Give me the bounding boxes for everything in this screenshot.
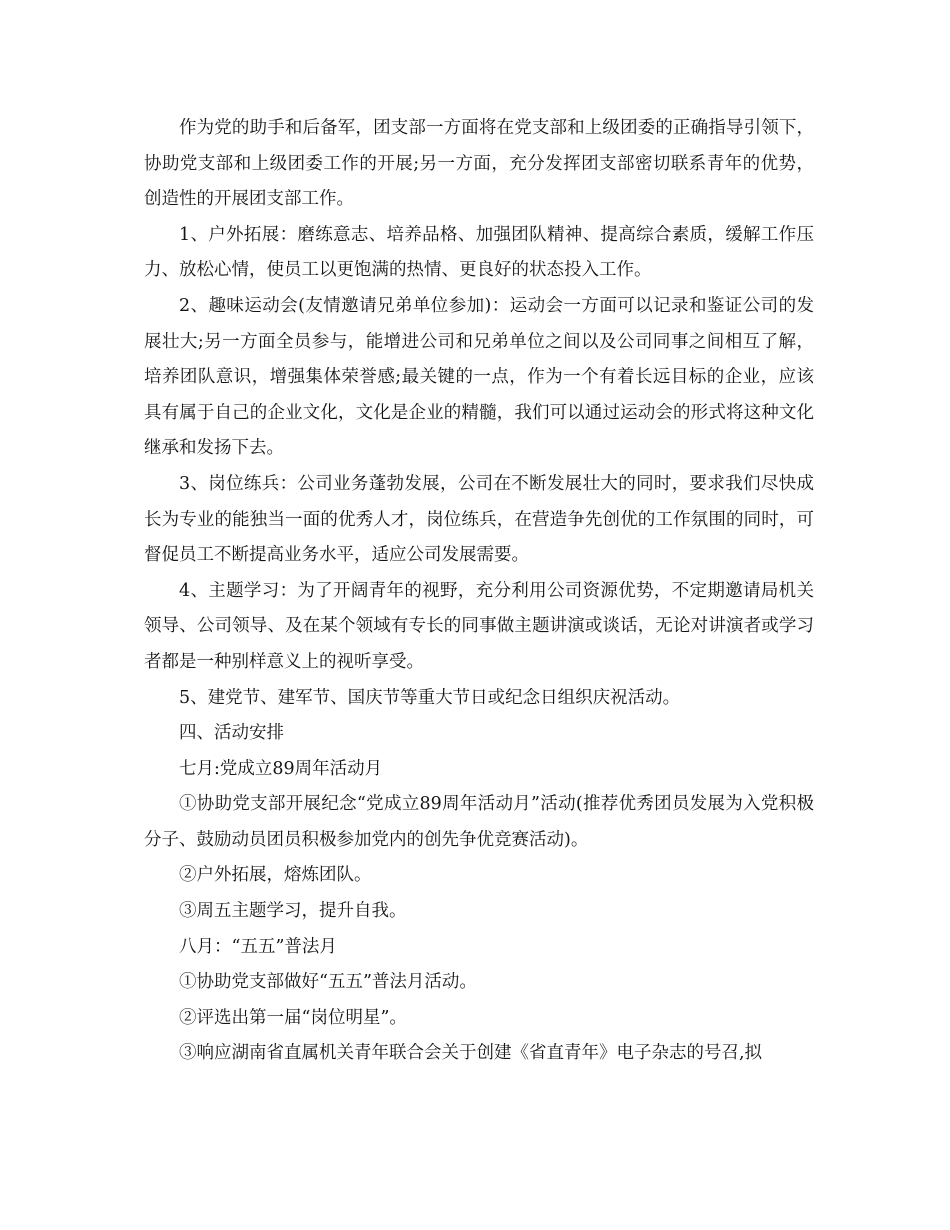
august-item-2: ②评选出第一届“岗位明星”。 (179, 1007, 407, 1028)
paragraph-item-2: 2、趣味运动会(友情邀请兄弟单位参加)：运动会一方面可以记录和鉴证公司的发展壮大;另一方面全员参与，能增进公司和兄弟单位之间以及公司同事之间相互了解，培养团队意识，增强集体荣誉感;最关键的一点，作为一个有着长远目标的企业，应该具有属于自己的企业文化，文化是企业的精髓，我们可以通过运动会的形式将这种文化继承和发扬下去。 (144, 295, 814, 459)
paragraph-item-1: 1、户外拓展：磨练意志、培养品格、加强团队精神、提高综合素质，缓解工作压力、放松心情，使员工以更饱满的热情、更良好的状态投入工作。 (144, 224, 814, 281)
july-item-1: ①协助党支部开展纪念“党成立89周年活动月”活动(推荐优秀团员发展为入党积极分子、鼓励动员团员积极参加党内的创先争优竞赛活动)。 (144, 794, 814, 850)
month-heading-july: 七月:党成立89周年活动月 (179, 758, 383, 779)
july-item-2: ②户外拓展，熔炼团队。 (179, 865, 372, 886)
august-item-3: ③响应湖南省直属机关青年联合会关于创建《省直青年》电子杂志的号召,拟 (179, 1043, 763, 1064)
paragraph-item-5: 5、建党节、建军节、国庆节等重大节日或纪念日组织庆祝活动。 (179, 687, 681, 708)
section-heading-activity-schedule: 四、活动安排 (179, 723, 284, 744)
paragraph-item-4: 4、主题学习：为了开阔青年的视野，充分利用公司资源优势，不定期邀请局机关领导、公司领导、及在某个领域有专长的同事做主题讲演或谈话，无论对讲演者或学习者都是一种别样意义上的视听享受。 (144, 580, 814, 672)
paragraph-item-3: 3、岗位练兵：公司业务蓬勃发展，公司在不断发展壮大的同时，要求我们尽快成长为专业的能独当一面的优秀人才，岗位练兵，在营造争先创优的工作氛围的同时，可督促员工不断提高业务水平，适应公司发展需要。 (144, 473, 814, 566)
document-body (144, 111, 814, 1072)
month-heading-august: 八月：“五五”普法月 (179, 936, 337, 957)
july-item-3: ③周五主题学习，提升自我。 (179, 901, 407, 922)
august-item-1: ①协助党支部做好“五五”普法月活动。 (179, 972, 477, 993)
paragraph-intro: 作为党的助手和后备军，团支部一方面将在党支部和上级团委的正确指导引领下，协助党支部和上级团委工作的开展;另一方面，充分发挥团支部密切联系青年的优势，创造性的开展团支部工作。 (144, 118, 814, 210)
